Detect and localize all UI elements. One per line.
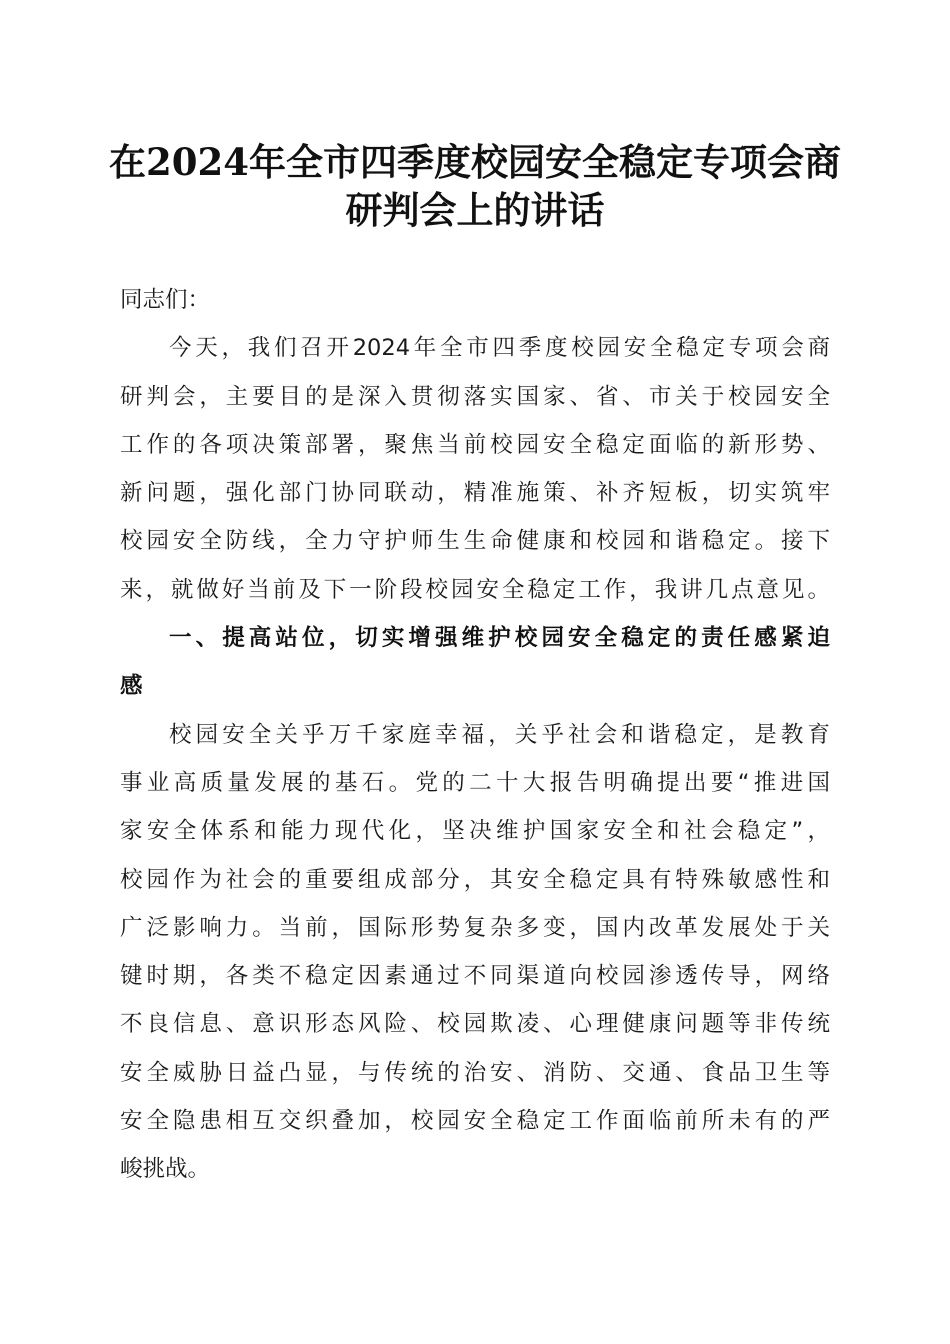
section-1-heading — [120, 614, 830, 711]
paragraph-line: 今天，我们召开2024年全市四季度校园安全稳定专项会商 — [169, 335, 830, 362]
paragraph-line: 工作的各项决策部署，聚焦当前校园安全稳定面临的新形势、 — [120, 431, 830, 458]
paragraph-line: 键时期，各类不稳定因素通过不同渠道向校园渗透传导，网络 — [120, 963, 830, 990]
paragraph-line: 校园作为社会的重要组成部分，其安全稳定具有特殊敏感性和 — [120, 866, 830, 893]
paragraph-line: 安全隐患相互交织叠加，校园安全稳定工作面临前所未有的严 — [120, 1108, 830, 1135]
paragraph-line: 研判会，主要目的是深入贯彻落实国家、省、市关于校园安全 — [120, 383, 830, 410]
heading-line: 一、提高站位，切实增强维护校园安全稳定的责任感紧迫 — [169, 625, 830, 652]
section-1-paragraph — [120, 711, 830, 1194]
paragraph-line: 事业高质量发展的基石。党的二十大报告明确提出要“推进国 — [120, 769, 830, 796]
title-line-1: 在2024年全市四季度校园安全稳定专项会商 — [109, 140, 841, 184]
paragraph-line: 校园安全关乎万千家庭幸福，关乎社会和谐稳定，是教育 — [169, 721, 830, 748]
paragraph-line: 安全威胁日益凸显，与传统的治安、消防、交通、食品卫生等 — [120, 1059, 830, 1086]
document-title — [100, 138, 850, 234]
paragraph-line: 校园安全防线，全力守护师生生命健康和校园和谐稳定。接下 — [120, 528, 830, 555]
paragraph-line: 来，就做好当前及下一阶段校园安全稳定工作，我讲几点意见。 — [120, 576, 830, 603]
paragraph-line: 家安全体系和能力现代化，坚决维护国家安全和社会稳定”， — [120, 818, 830, 845]
intro-paragraph — [120, 324, 830, 614]
title-line-2: 研判会上的讲话 — [345, 188, 605, 232]
paragraph-line: 新问题，强化部门协同联动，精准施策、补齐短板，切实筑牢 — [120, 480, 830, 507]
paragraph-line: 峻挑战。 — [120, 1156, 211, 1183]
document-body — [120, 276, 830, 1194]
heading-line: 感 — [120, 673, 143, 700]
paragraph-line: 不良信息、意识形态风险、校园欺凌、心理健康问题等非传统 — [120, 1011, 830, 1038]
paragraph-line: 广泛影响力。当前，国际形势复杂多变，国内改革发展处于关 — [120, 914, 830, 941]
salutation: 同志们： — [120, 287, 211, 313]
